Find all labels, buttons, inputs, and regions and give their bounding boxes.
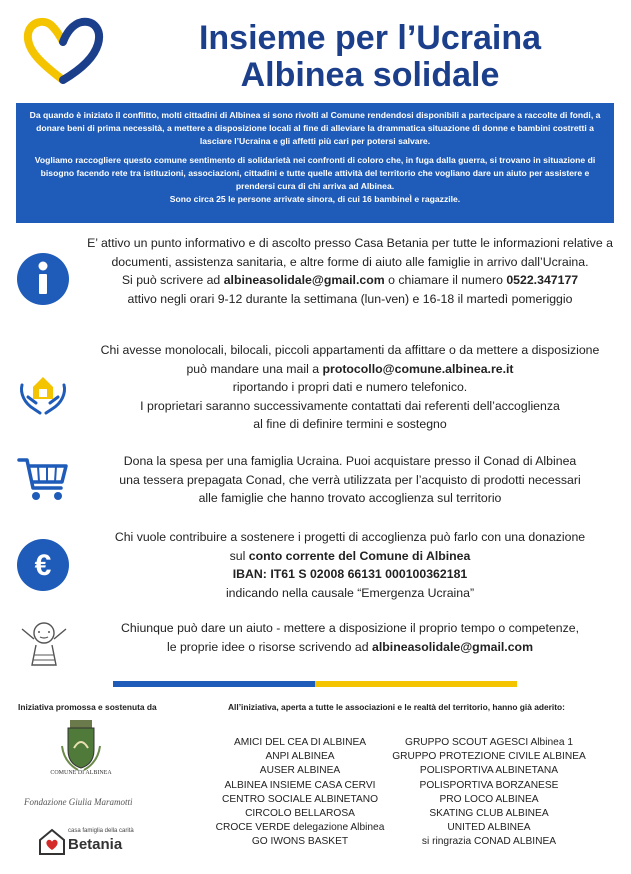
- housing-line-5: al fine di definire termini e sostegno: [253, 417, 447, 431]
- fondazione-logo: Fondazione Giulia Maramotti: [24, 797, 133, 807]
- volunteer-line-1: Chiunque può dare un aiuto - mettere a disposizione il proprio tempo o competenze,: [121, 621, 579, 635]
- info-line-2: [80, 271, 620, 290]
- housing-line-2: [80, 360, 620, 379]
- title-line-2: Albinea solidale: [240, 56, 500, 94]
- org-item: POLISPORTIVA BORZANESE: [419, 779, 559, 791]
- org-item: GRUPPO PROTEZIONE CIVILE ALBINEA: [392, 751, 586, 763]
- org-item: CENTRO SOCIALE ALBINETANO: [221, 793, 379, 805]
- org-item: ANPI ALBINEA: [265, 751, 335, 763]
- org-item: SKATING CLUB ALBINEA: [429, 808, 549, 820]
- comune-label: COMUNE DI ALBINEA: [50, 770, 112, 776]
- housing-text: [80, 341, 620, 434]
- shopping-line-1: Dona la spesa per una famiglia Ucraina. Puoi acquistare presso il Conad di Albinea: [123, 454, 577, 468]
- org-item: GO IWONS BASKET: [251, 836, 349, 848]
- shopping-line-3: alle famiglie che hanno trovato accoglienza sul territorio: [198, 491, 502, 505]
- heart-icon: [22, 14, 104, 86]
- donation-text: [80, 528, 620, 602]
- org-item: GRUPPO SCOUT AGESCI Albinea 1: [405, 737, 573, 748]
- volunteer-email[interactable]: albineasolidale@gmail.com: [372, 639, 534, 654]
- title-line-1: Insieme per l’Ucraina: [198, 19, 542, 57]
- housing-email[interactable]: protocollo@comune.albinea.re.it: [322, 361, 514, 376]
- volunteer-person-icon: [18, 619, 70, 667]
- house-hands-icon: [16, 363, 70, 417]
- betania-name: Betania: [68, 836, 123, 853]
- promoted-by-label: Iniziativa promossa e sostenuta da: [18, 702, 157, 712]
- intro-paragraph-1: Da quando è iniziato il conflitto, molti cittadini di Albinea si sono rivolti al Comune rendendosi disponibili a partecipare a raccolte di fondi, a donare beni di prima necessità, a mettere a disposizione locali al fine di alleviare la drammatica situazione di donne e bambini costretti a lasciare l’Ucraina e gli affetti più cari per potersi salvare.: [29, 110, 601, 146]
- housing-line-3: riportando i propri dati e numero telefonico.: [232, 380, 468, 394]
- housing-line-1: Chi avesse monolocali, bilocali, piccoli appartamenti da affittare o da mettere a disposizione: [100, 343, 600, 357]
- info-line-3: attivo negli orari 9-12 durante la settimana (lun-ven) e 16-18 il martedì pomeriggio: [127, 291, 573, 306]
- donation-line-1: Chi vuole contribuire a sostenere i progetti di accoglienza può farlo con una donazione: [114, 530, 586, 544]
- adhered-label: All’iniziativa, aperta a tutte le associazioni e le realtà del territorio, hanno già aderito:: [228, 702, 565, 712]
- org-item: si ringrazia CONAD ALBINEA: [421, 836, 557, 848]
- org-item: AMICI DEL CEA DI ALBINEA: [233, 737, 367, 748]
- info-icon: [16, 252, 70, 306]
- org-item: CROCE VERDE delegazione Albinea: [215, 822, 385, 834]
- info-email[interactable]: albineasolidale@gmail.com: [223, 273, 385, 287]
- donation-line-3: indicando nella causale “Emergenza Ucraina”: [225, 585, 475, 600]
- info-line-2-mid: o chiamare il numero: [384, 273, 507, 287]
- organizations-list-left: [190, 736, 410, 850]
- org-item: UNITED ALBINEA: [447, 822, 531, 834]
- housing-line-4: I proprietari saranno successivamente contattati dai referenti dell’accoglienza: [140, 398, 560, 413]
- shopping-text: [80, 452, 620, 508]
- volunteer-line-2-pre: le proprie idee o risorse scrivendo ad: [166, 639, 373, 654]
- svg-text:€: €: [34, 549, 52, 582]
- info-line-1: E’ attivo un punto informativo e di ascolto presso Casa Betania per tutte le informazioni relative a documenti, assistenza sanitaria, e altre forme di aiuto alle famiglie in arrivo dall’Ucraina.: [87, 236, 613, 269]
- intro-box: [16, 103, 614, 223]
- volunteer-line-2: [80, 638, 620, 657]
- betania-subtitle: casa famiglia della carità: [68, 828, 134, 834]
- volunteer-text: [80, 619, 620, 656]
- donation-iban-value[interactable]: IBAN: IT61 S 02008 66131 000100362181: [232, 567, 468, 581]
- header: [0, 0, 631, 100]
- intro-paragraph-2: Vogliamo raccogliere questo comune sentimento di solidarietà nei confronti di coloro che, in fuga dalla guerra, si trovano in situazione di bisogno facendo rete tra istituzioni, associazioni, cittadini e tutte quelle attività del territorio che vogliano dare un aiuto per assistere e prendersi cura di chi arriva ad Albinea.: [34, 155, 596, 191]
- organizations-list-right: [379, 736, 599, 850]
- org-item: ALBINEA INSIEME CASA CERVI: [224, 779, 376, 791]
- org-item: POLISPORTIVA ALBINETANA: [419, 765, 559, 777]
- donation-line-2: [80, 547, 620, 566]
- divider-yellow: [315, 681, 517, 687]
- donation-iban: [80, 565, 620, 584]
- org-item: CIRCOLO BELLAROSA: [245, 808, 355, 820]
- housing-line-2-pre: può mandare una mail a: [186, 361, 323, 376]
- donation-line-2-pre: sul: [229, 548, 249, 563]
- donation-account: conto corrente del Comune di Albinea: [248, 548, 471, 563]
- intro-paragraph-3: Sono circa 25 le persone arrivate sinora, di cui 16 bambineÌ e ragazzile.: [169, 194, 461, 204]
- org-item: PRO LOCO ALBINEA: [439, 793, 539, 805]
- page-title: [120, 20, 620, 94]
- ukraine-flag-divider: [113, 681, 517, 687]
- info-phone[interactable]: 0522.347177: [506, 273, 579, 287]
- euro-icon: [16, 538, 70, 592]
- org-item: AUSER ALBINEA: [259, 765, 341, 777]
- shopping-cart-icon: [16, 452, 70, 506]
- divider-blue: [113, 681, 315, 687]
- info-line-2-pre: Si può scrivere ad: [121, 273, 224, 287]
- shopping-line-2: una tessera prepagata Conad, che verrà utilizzata per l’acquisto di prodotti necessari: [119, 472, 581, 487]
- info-text: [80, 234, 620, 308]
